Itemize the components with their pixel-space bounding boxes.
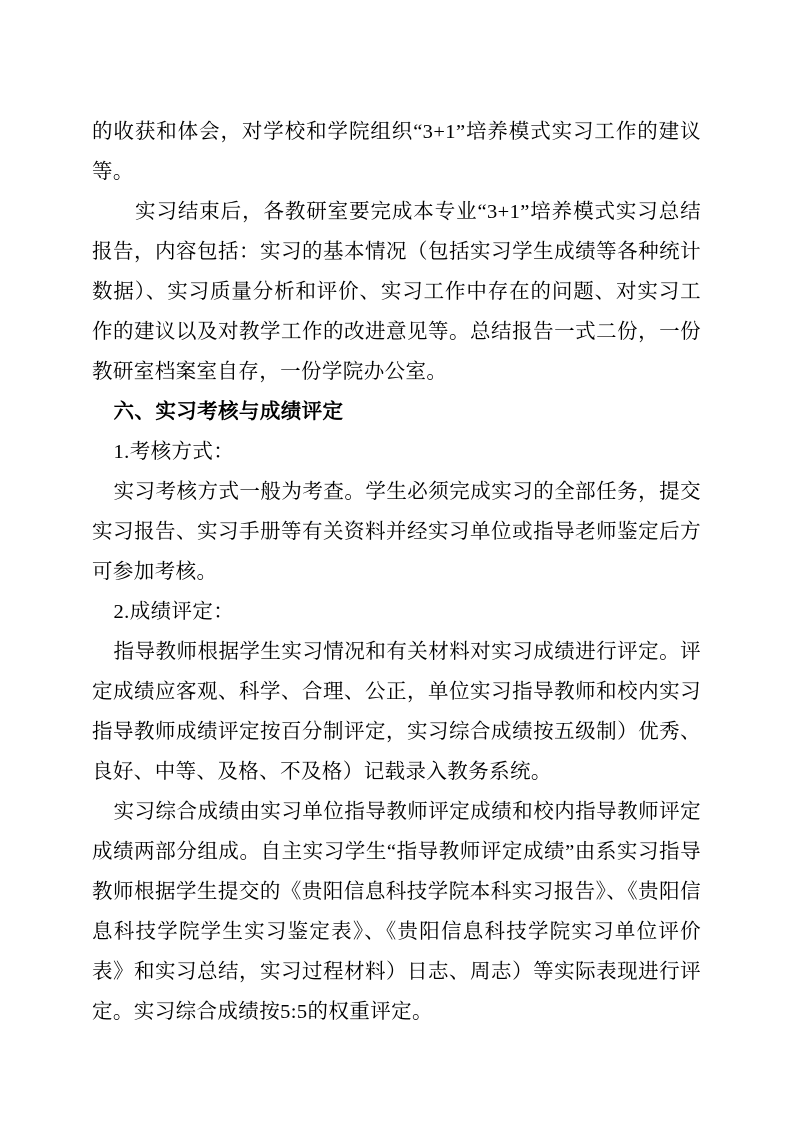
paragraph-comprehensive-grade: 实习综合成绩由实习单位指导教师评定成绩和校内指导教师评定成绩两部分组成。自主实习学生“指导教师评定成绩”由系实习指导教师根据学生提交的《贵阳信息科技学院本科实习报告》、《贵阳信息科技学院学生实习鉴定表》、《贵阳信息科技学院实习单位评价表》和实习总结，实习过程材料）日志、周志）等实际表现进行评定。实习综合成绩按5:5的权重评定。 <box>92 801 701 1023</box>
subheading-assessment-method: 1.考核方式： <box>113 441 235 463</box>
paragraph-grade-evaluation-body: 指导教师根据学生实习情况和有关材料对实习成绩进行评定。评定成绩应客观、科学、合理、公正，单位实习指导教师和校内实习指导教师成绩评定按百分制评定，实习综合成绩按五级制）优秀、良好、中等、及格、不及格）记载录入教务系统。 <box>92 641 701 783</box>
paragraph-continuation: 的收获和体会，对学校和学院组织“3+1”培养模式实习工作的建议等。 <box>92 121 701 183</box>
document-body <box>92 112 701 1032</box>
section-heading-six: 六、实习考核与成绩评定 <box>113 400 344 423</box>
paragraph-assessment-method-body: 实习考核方式一般为考查。学生必须完成实习的全部任务，提交实习报告、实习手册等有关资料并经实习单位或指导老师鉴定后方可参加考核。 <box>92 481 701 583</box>
paragraph-internship-summary-report: 实习结束后，各教研室要完成本专业“3+1”培养模式实习总结报告，内容包括：实习的基本情况（包括实习学生成绩等各种统计数据）、实习质量分析和评价、实习工作中存在的问题、对实习工作的建议以及对教学工作的改进意见等。总结报告一式二份，一份教研室档案室自存，一份学院办公室。 <box>92 201 701 383</box>
subheading-grade-evaluation: 2.成绩评定： <box>113 601 235 623</box>
